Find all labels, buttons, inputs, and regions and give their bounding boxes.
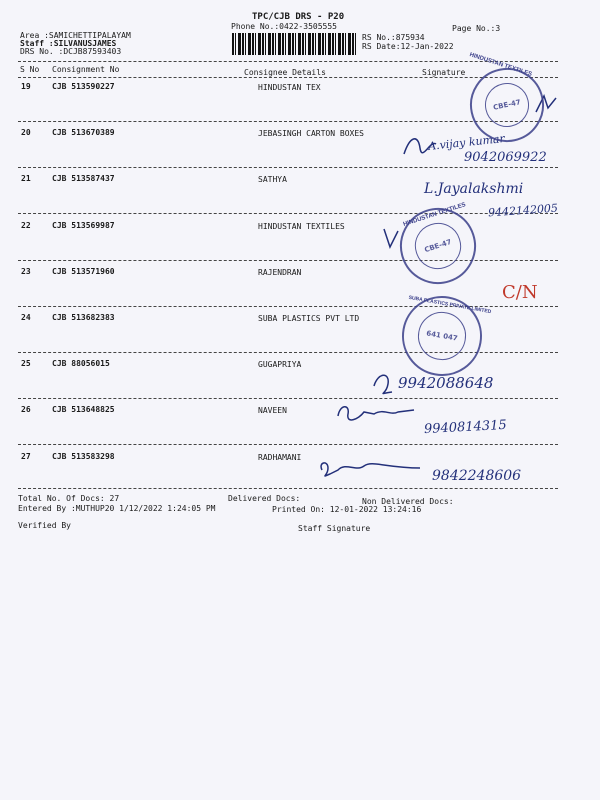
col-signature: Signature — [422, 68, 466, 77]
stamp-2-code: CBE-47 — [423, 237, 453, 255]
row-consignment: CJB 88056015 — [52, 359, 110, 369]
phone-row27: 9842248606 — [432, 468, 522, 484]
row-sno: 22 — [21, 220, 31, 230]
divider — [18, 61, 558, 62]
row-consignee: GUGAPRIYA — [258, 360, 302, 370]
row-consignment: CJB 513583298 — [52, 451, 115, 461]
entered-by: Entered By :MUTHUP20 1/12/2022 1:24:05 PM — [18, 504, 216, 513]
divider — [18, 77, 558, 78]
row-consignment: CJB 513587437 — [52, 174, 115, 184]
drs-line — [20, 47, 121, 56]
row-consignee: RAJENDRAN — [258, 267, 302, 277]
signature-scribble-row25 — [370, 368, 396, 398]
table-row — [0, 311, 600, 357]
table-row — [0, 219, 600, 265]
phone-row25: 9942088648 — [398, 374, 494, 392]
col-consignee: Consignee Details — [244, 68, 326, 77]
col-consignment: Consignment No — [52, 65, 120, 74]
signature-scribble-row27 — [316, 456, 426, 480]
printed-on: Printed On: 12-01-2022 13:24:16 — [272, 505, 422, 514]
row-sno: 24 — [21, 313, 31, 322]
row-sno: 25 — [21, 359, 31, 369]
row-sno: 27 — [21, 451, 31, 461]
signature-row21: L.Jayalakshmi — [424, 181, 524, 197]
row-divider — [18, 260, 558, 261]
stamp-1-code: CBE-47 — [492, 98, 522, 112]
row-sno: 19 — [21, 82, 31, 91]
table-row — [0, 357, 600, 403]
signature-scribble-row20 — [400, 130, 440, 160]
row-consignee: JEBASINGH CARTON BOXES — [258, 129, 364, 139]
stamp-1-inner — [481, 79, 533, 131]
staff-value: SILVANUSJAMES — [53, 39, 117, 48]
row-sno: 23 — [21, 266, 31, 276]
divider — [18, 488, 558, 489]
mark-row23: C/N — [502, 282, 538, 303]
row-divider — [18, 167, 558, 168]
table-row — [0, 403, 600, 449]
signature-row20: A.vijay kumar — [427, 132, 506, 153]
non-delivered-docs: Non Delivered Docs: — [362, 497, 454, 506]
drs-value: DCJB87593403 — [63, 47, 122, 56]
area-value: SAMICHETTIPALAYAM — [48, 31, 131, 40]
verified-by: Verified By — [18, 521, 71, 530]
row-consignee: HINDUSTAN TEXTILES — [258, 221, 345, 231]
area-label: Area : — [20, 31, 49, 40]
barcode — [232, 33, 356, 55]
page-number: Page No.:3 — [452, 24, 501, 33]
staff-signature: Staff Signature — [298, 524, 371, 533]
drs-label: DRS No. : — [20, 47, 64, 56]
document-title: TPC/CJB DRS - P20 — [252, 12, 345, 22]
col-sno: S No — [20, 65, 40, 74]
rs-date: RS Date:12-Jan-2022 — [362, 42, 454, 51]
row-sno: 26 — [21, 405, 31, 415]
row-sno: 21 — [21, 174, 31, 184]
row-consignee: RADHAMANI — [258, 452, 302, 462]
stamp-3-inner — [414, 308, 469, 363]
row-consignment: CJB 513571960 — [52, 266, 115, 276]
phone-row20: 9042069922 — [464, 150, 547, 165]
row-consignee: SATHYA — [258, 175, 287, 185]
row-consignment: CJB 513648825 — [52, 405, 115, 415]
total-docs: Total No. Of Docs: 27 — [18, 494, 120, 503]
rs-number: RS No.:875934 — [362, 33, 425, 42]
row-divider — [18, 213, 558, 214]
row-consignment: CJB 513590227 — [52, 82, 115, 91]
signature-scribble-row26 — [334, 402, 424, 424]
stamp-2-inner — [410, 218, 467, 275]
row-consignment: CJB 513670389 — [52, 128, 115, 138]
phone-row26: 9940814315 — [423, 417, 508, 438]
stamp-3-text: SUBA PLASTICS PRIVATE LIMITED — [408, 294, 492, 316]
row-consignee: HINDUSTAN TEX — [258, 83, 321, 92]
row-consignee: SUBA PLASTICS PVT LTD — [258, 314, 360, 323]
stamp-3-code: 641 047 — [425, 329, 459, 343]
phone-number: Phone No.:0422-3505555 — [231, 22, 337, 31]
stamp-1-text: HINDUSTAN TEXTILES — [468, 52, 533, 78]
stamp-2-text: HINDUSTAN TEXTILES — [402, 202, 467, 228]
row-consignee: NAVEEN — [258, 406, 287, 416]
staff-label: Staff : — [20, 39, 54, 48]
delivered-docs: Delivered Docs: — [228, 494, 301, 503]
row-sno: 20 — [21, 128, 31, 138]
row-divider — [18, 398, 558, 399]
row-divider — [18, 444, 558, 445]
row-consignment: CJB 513569987 — [52, 220, 115, 230]
row-consignment: CJB 513682383 — [52, 313, 115, 322]
phone-row21: 9442142005 — [487, 201, 559, 220]
